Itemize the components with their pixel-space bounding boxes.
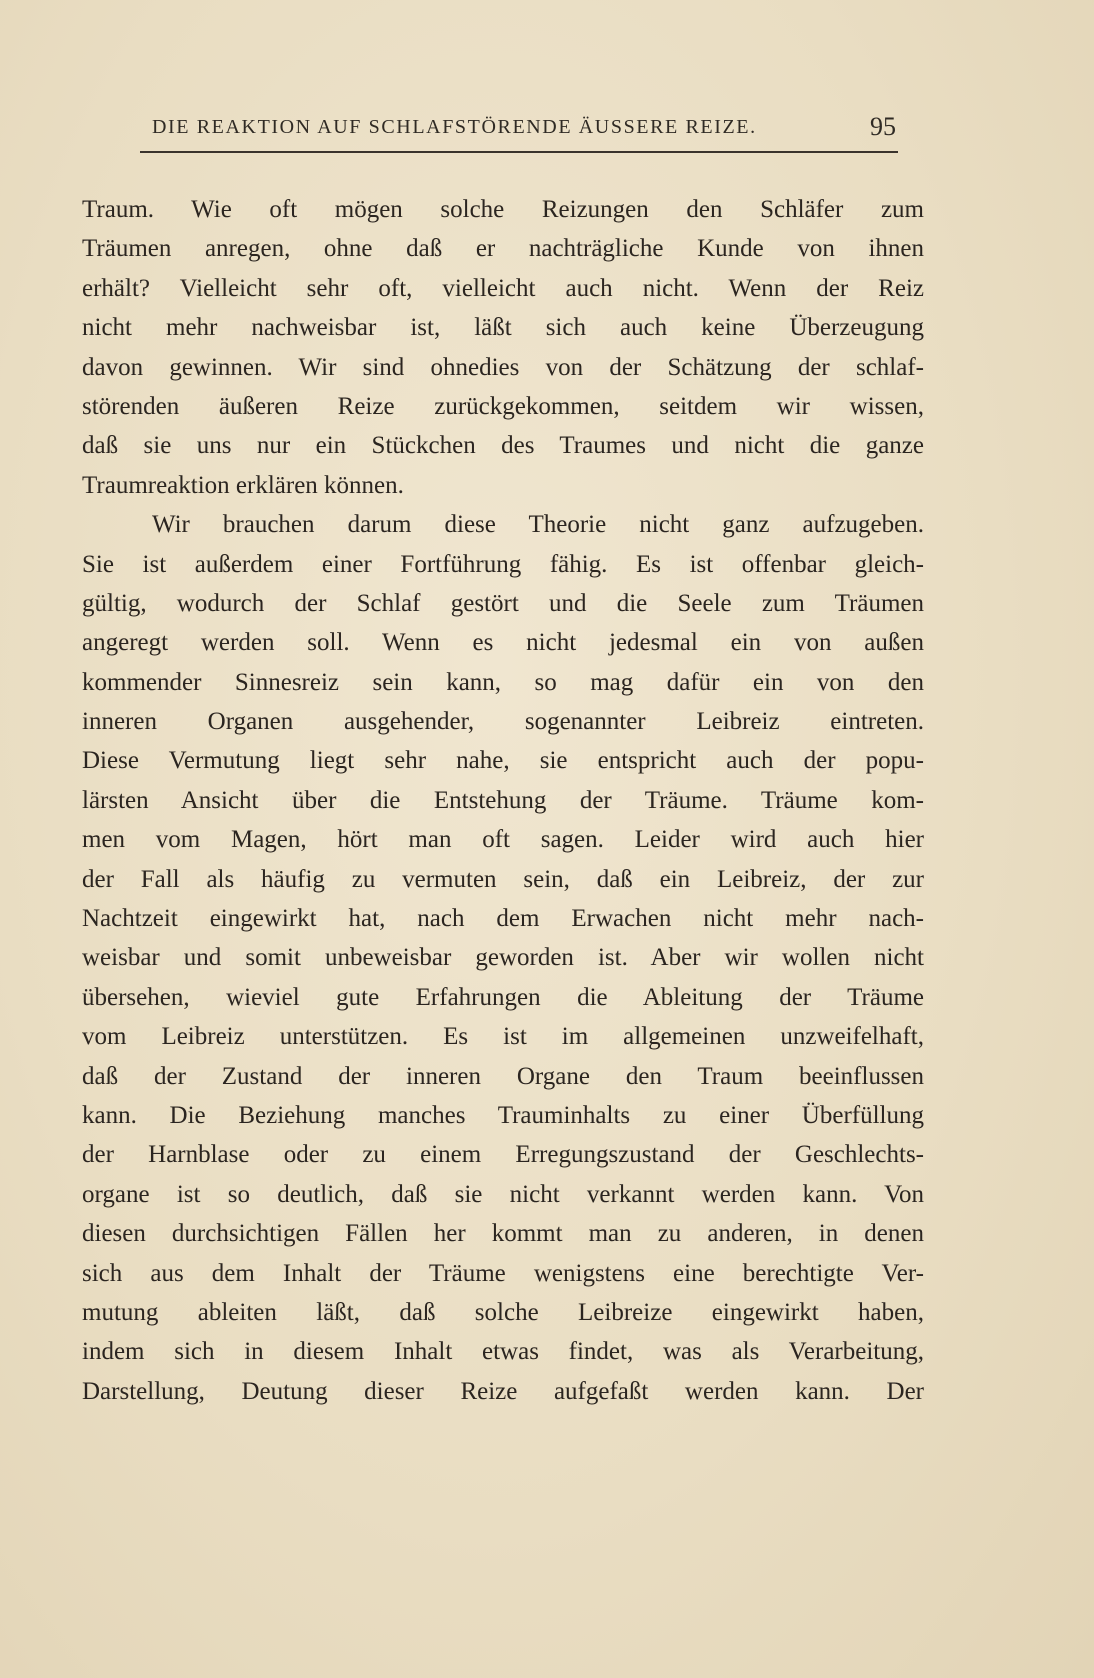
text-line: men vom Magen, hört man oft sagen. Leider wird auch hier — [82, 826, 924, 854]
text-line: störenden äußeren Reize zurückgekommen, seitdem wir wissen, — [82, 392, 924, 420]
text-line: Diese Vermutung liegt sehr nahe, sie entspricht auch der popu- — [82, 747, 924, 775]
text-line: Träumen anregen, ohne daß er nachträgliche Kunde von ihnen — [82, 235, 924, 263]
text-line: sich aus dem Inhalt der Träume wenigstens eine berechtigte Ver- — [82, 1259, 924, 1287]
text-line: der Harnblase oder zu einem Erregungszustand der Geschlechts- — [82, 1141, 924, 1169]
text-line: Darstellung, Deutung dieser Reize aufgefaßt werden kann. Der — [82, 1377, 924, 1405]
text-line: Traumreaktion erklären können. — [82, 471, 404, 499]
text-line: gültig, wodurch der Schlaf gestört und die Seele zum Träumen — [82, 589, 924, 617]
text-line: der Fall als häufig zu vermuten sein, daß ein Leibreiz, der zur — [82, 865, 924, 893]
text-line: übersehen, wieviel gute Erfahrungen die Ableitung der Träume — [82, 983, 924, 1011]
text-line: kommender Sinnesreiz sein kann, so mag dafür ein von den — [82, 668, 924, 696]
text-line: Wir brauchen darum diese Theorie nicht ganz aufzugeben. — [152, 511, 924, 539]
text-line: weisbar und somit unbeweisbar geworden ist. Aber wir wollen nicht — [82, 944, 924, 972]
text-line: angeregt werden soll. Wenn es nicht jedesmal ein von außen — [82, 629, 924, 657]
text-line: lärsten Ansicht über die Entstehung der Träume. Träume kom- — [82, 786, 924, 814]
text-line: vom Leibreiz unterstützen. Es ist im allgemeinen unzweifelhaft, — [82, 1023, 924, 1051]
text-line: daß der Zustand der inneren Organe den Traum beeinflussen — [82, 1062, 924, 1090]
header-rule — [140, 151, 898, 153]
text-line: diesen durchsichtigen Fällen her kommt man zu anderen, in denen — [82, 1220, 924, 1248]
text-line: Sie ist außerdem einer Fortführung fähig. Es ist offenbar gleich- — [82, 550, 924, 578]
text-line: organe ist so deutlich, daß sie nicht verkannt werden kann. Von — [82, 1180, 924, 1208]
text-line: inneren Organen ausgehender, sogenannter Leibreiz eintreten. — [82, 708, 924, 736]
text-line: mutung ableiten läßt, daß solche Leibreize eingewirkt haben, — [82, 1298, 924, 1326]
text-line: daß sie uns nur ein Stückchen des Traumes und nicht die ganze — [82, 432, 924, 460]
text-line: davon gewinnen. Wir sind ohnedies von der Schätzung der schlaf- — [82, 353, 924, 381]
text-line: indem sich in diesem Inhalt etwas findet, was als Verarbeitung, — [82, 1338, 924, 1366]
text-line: Nachtzeit eingewirkt hat, nach dem Erwachen nicht mehr nach- — [82, 905, 924, 933]
text-line: erhält? Vielleicht sehr oft, vielleicht auch nicht. Wenn der Reiz — [82, 274, 924, 302]
page-number: 95 — [870, 112, 896, 141]
text-line: Traum. Wie oft mögen solche Reizungen den Schläfer zum — [82, 196, 924, 223]
running-head — [152, 112, 904, 146]
text-line: nicht mehr nachweisbar ist, läßt sich auch keine Überzeugung — [82, 314, 924, 342]
body-text — [82, 190, 924, 1411]
running-title: DIE REAKTION AUF SCHLAFSTÖRENDE ÄUSSERE REIZE. — [152, 116, 757, 138]
text-line: kann. Die Beziehung manches Trauminhalts zu einer Überfüllung — [82, 1101, 924, 1129]
